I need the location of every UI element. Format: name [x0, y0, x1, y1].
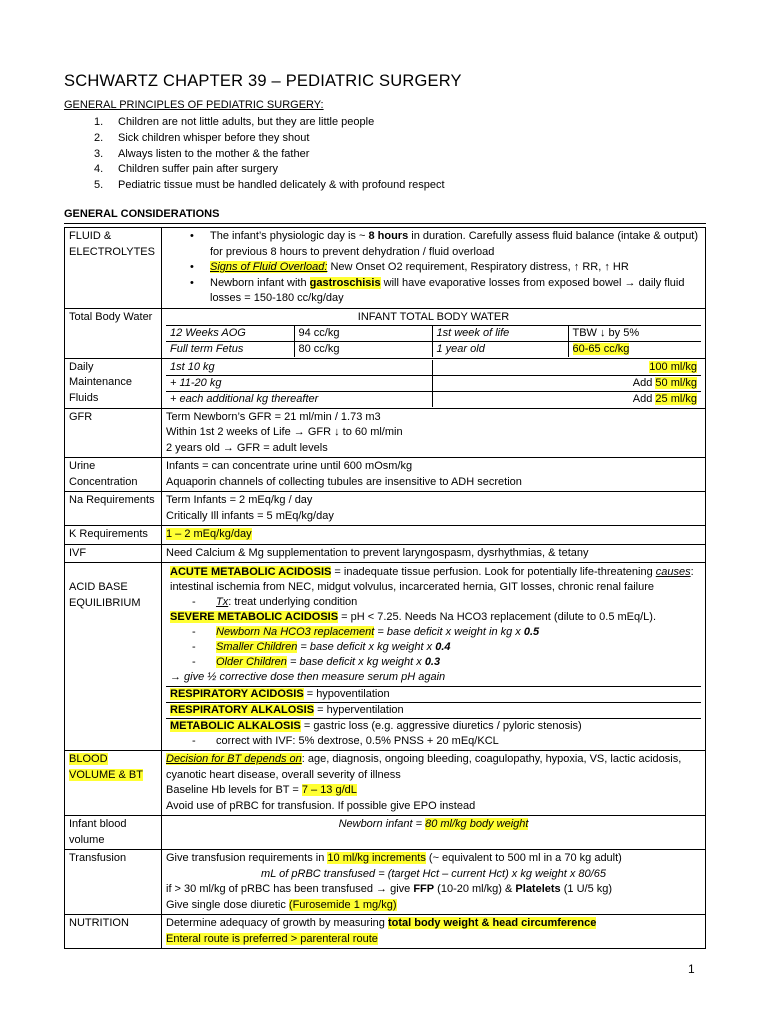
row-label: Urine Concentration	[65, 458, 162, 492]
tbw-table: INFANT TOTAL BODY WATER 12 Weeks AOG 94 cc/kg 1st week of life TBW ↓ by 5% Full term Fetus 80 cc/kg 1 year old 60-65 cc/kg	[166, 310, 701, 357]
table-row	[65, 816, 706, 850]
row-label: Total Body Water	[65, 308, 162, 358]
row-content: Determine adequacy of growth by measuring total body weight & head circumference Enteral route is preferred > parenteral route	[162, 915, 706, 949]
table-row	[65, 563, 706, 751]
considerations-heading: GENERAL CONSIDERATIONS	[64, 208, 220, 220]
row-content	[162, 358, 706, 408]
row-label: BLOOD VOLUME & BT	[65, 751, 162, 816]
table-row	[65, 308, 706, 358]
table-row	[65, 228, 706, 309]
table-row	[65, 850, 706, 915]
row-label: FLUID & ELECTROLYTES	[65, 228, 162, 309]
row-label: Na Requirements	[65, 492, 162, 526]
table-row	[65, 544, 706, 563]
row-content: Infants = can concentrate urine until 600 mOsm/kg Aquaporin channels of collecting tubules are insensitive to ADH secretion	[162, 458, 706, 492]
row-content	[162, 308, 706, 358]
row-content: 1 – 2 mEq/kg/day	[162, 526, 706, 545]
principles-list: 1. Children are not little adults, but they are little people 2. Sick children whisper before they shout 3. Always listen to the mother & the father 4. Children suffer pain after surgery 5. Pediatric tissue must be handled delicately & with profound respect	[94, 116, 445, 192]
row-content: Need Calcium & Mg supplementation to prevent laryngospasm, dysrhythmias, & tetany	[162, 544, 706, 563]
row-content: Decision for BT depends on: age, diagnosis, ongoing bleeding, coagulopathy, hypoxia, VS, lactic acidosis, cyanotic heart disease, overall severity of illness Baseline Hb levels for BT = 7 – 13 g/dL Avoid use of pRBC for transfusion. If possible give EPO instead	[162, 751, 706, 816]
table-row	[65, 408, 706, 458]
row-content: ACUTE METABOLIC ACIDOSIS = inadequate tissue perfusion. Look for potentially life-threatening causes: intestinal ischemia from NEC, midgut volvulus, incarcerated hernia, GIT losses, chronic renal failure - Tx: treat underlying condition SEVERE METABOLIC ACIDOSIS = pH < 7.25. Needs Na HCO3 replacement (dilute to 0.5 mEq/L). - Newborn Na HCO3 replacement = base deficit x weight in kg x 0.5 - Smaller Children = base deficit x kg weight x 0.4 - Older Children = base deficit x kg weight x 0.3 → give ½ corrective dose then measure serum pH again RESPIRATORY ACIDOSIS = hypoventilation RESPIRATORY ALKALOSIS = hyperventilation METABOLIC ALKALOSIS = gastric loss (e.g. aggressive diuretics / pyloric stenosis) - correct with IVF: 5% dextrose, 0.5% PNSS + 20 mEq/KCL	[162, 563, 706, 751]
row-label: GFR	[65, 408, 162, 458]
table-row	[65, 458, 706, 492]
table-row	[65, 751, 706, 816]
row-content: Term Infants = 2 mEq/kg / day Critically Ill infants = 5 mEq/kg/day	[162, 492, 706, 526]
row-label: Transfusion	[65, 850, 162, 915]
row-content: Give transfusion requirements in 10 ml/kg increments (~ equivalent to 500 ml in a 70 kg adult) mL of pRBC transfused = (target Hct – current Hct) x kg weight x 80/65 if > 30 ml/kg of pRBC has been transfused → give FFP (10-20 ml/kg) & Platelets (1 U/5 kg) Give single dose diuretic (Furosemide 1 mg/kg)	[162, 850, 706, 915]
divider	[64, 223, 706, 224]
row-label: Daily Maintenance Fluids	[65, 358, 162, 408]
row-content: Term Newborn’s GFR = 21 ml/min / 1.73 m3 Within 1st 2 weeks of Life → GFR ↓ to 60 ml/min 2 years old → GFR = adult levels	[162, 408, 706, 458]
row-label: Infant blood volume	[65, 816, 162, 850]
row-label: NUTRITION	[65, 915, 162, 949]
considerations-table	[64, 227, 706, 949]
row-label: ACID BASE EQUILIBRIUM	[65, 563, 162, 751]
row-content: • The infant’s physiologic day is ~ 8 hours in duration. Carefully assess fluid balance (intake & output) for previous 8 hours to prevent dehydration / fluid overload • Signs of Fluid Overload: New Onset O2 requirement, Respiratory distress, ↑ RR, ↑ HR • Newborn infant with gastroschisis will have evaporative losses from exposed bowel → daily fluid losses = 150-180 cc/kg/day	[162, 228, 706, 309]
page-number: 1	[688, 962, 695, 976]
row-label: K Requirements	[65, 526, 162, 545]
row-label: IVF	[65, 544, 162, 563]
page-title: SCHWARTZ CHAPTER 39 – PEDIATRIC SURGERY	[64, 72, 462, 90]
table-row	[65, 915, 706, 949]
table-row	[65, 526, 706, 545]
table-row	[65, 358, 706, 408]
row-content: Newborn infant = 80 ml/kg body weight	[162, 816, 706, 850]
principles-heading: GENERAL PRINCIPLES OF PEDIATRIC SURGERY:	[64, 99, 324, 111]
table-row	[65, 492, 706, 526]
maintenance-table: 1st 10 kg 100 ml/kg + 11-20 kg Add 50 ml/kg + each additional kg thereafter Add 25 ml/kg	[166, 360, 701, 407]
